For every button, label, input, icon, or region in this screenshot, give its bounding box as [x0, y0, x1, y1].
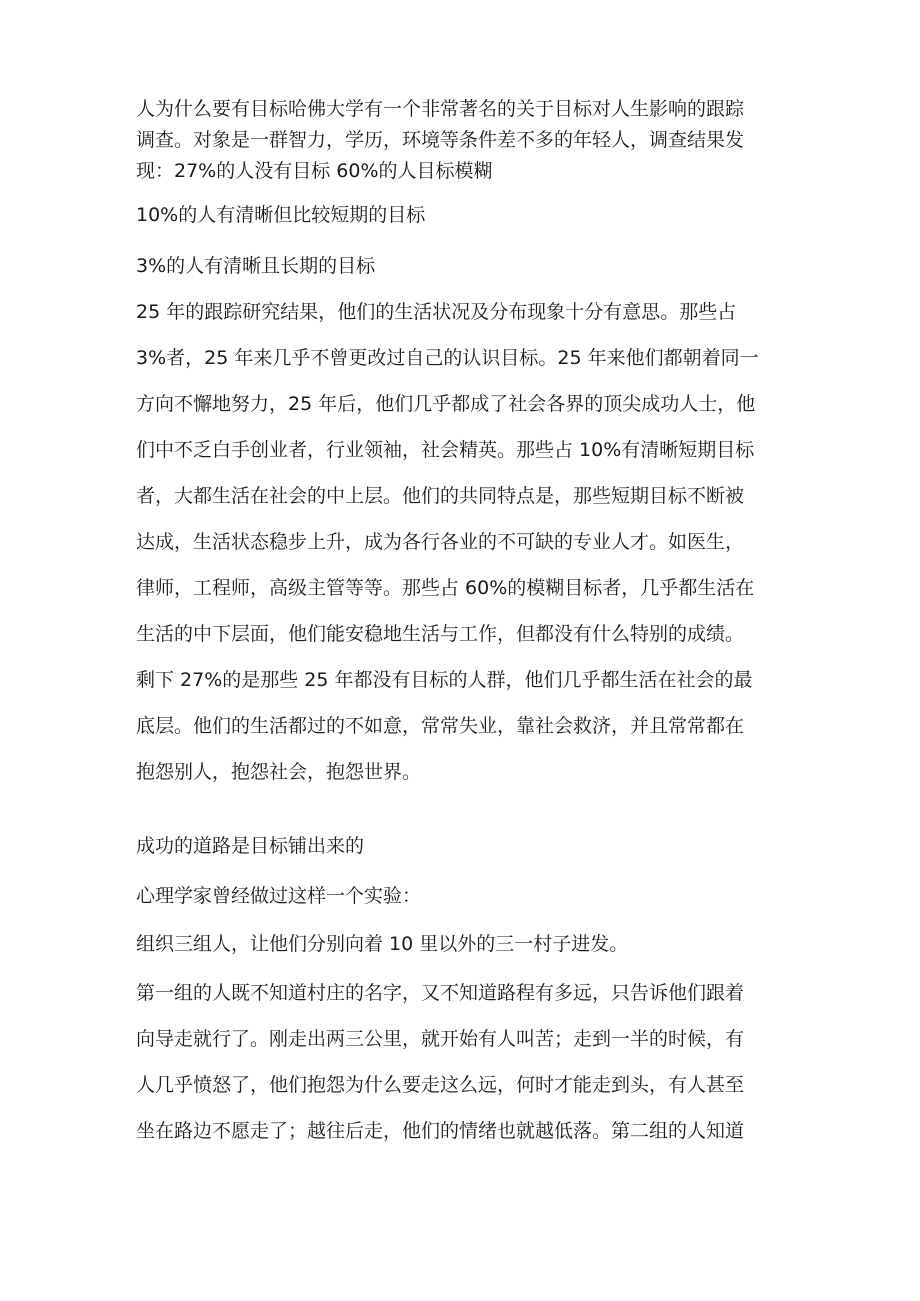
intro-paragraph — [136, 94, 796, 187]
text-line: 们中不乏白手创业者，行业领袖，社会精英。那些占 10%有清晰短期目标 — [136, 439, 755, 461]
text-line: 生活的中下层面，他们能安稳地生活与工作，但都没有什么特别的成绩。 — [136, 623, 745, 645]
text-line: 25 年的跟踪研究结果，他们的生活状况及分布现象十分有意思。那些占 — [136, 301, 737, 323]
text-line: 抱怨别人，抱怨社会，抱怨世界。 — [136, 761, 422, 783]
text-line: 向导走就行了。刚走出两三公里，就开始有人叫苦；走到一半的时候，有 — [136, 1028, 745, 1050]
psych-intro: 心理学家曾经做过这样一个实验： — [136, 885, 422, 907]
stat-10-percent: 10%的人有清晰但比较短期的目标 — [136, 204, 426, 226]
text-line: 第一组的人既不知道村庄的名字，又不知道路程有多远，只告诉他们跟着 — [136, 982, 745, 1004]
text-line: 律师，工程师，高级主管等等。那些占 60%的模糊目标者，几乎都生活在 — [136, 577, 755, 599]
section-heading: 成功的道路是目标铺出来的 — [136, 835, 365, 857]
findings-paragraph — [136, 289, 796, 795]
text-line: 者，大都生活在社会的中上层。他们的共同特点是，那些短期目标不断被 — [136, 485, 745, 507]
text-line: 调查。对象是一群智力，学历，环境等条件差不多的年轻人，调查结果发 — [136, 129, 745, 151]
text-line: 达成，生活状态稳步上升，成为各行各业的不可缺的专业人才。如医生， — [136, 531, 745, 553]
text-line: 现：27%的人没有目标 60%的人目标模糊 — [136, 160, 493, 182]
text-line: 剩下 27%的是那些 25 年都没有目标的人群，他们几乎都生活在社会的最 — [136, 669, 753, 691]
text-line: 3%者，25 年来几乎不曾更改过自己的认识目标。25 年来他们都朝着同一 — [136, 347, 759, 369]
text-line: 人几乎愤怒了，他们抱怨为什么要走这么远，何时才能走到头，有人甚至 — [136, 1074, 745, 1096]
group1-paragraph — [136, 970, 796, 1154]
experiment-setup: 组织三组人，让他们分别向着 10 里以外的三一村子进发。 — [136, 933, 629, 955]
text-line: 方向不懈地努力，25 年后，他们几乎都成了社会各界的顶尖成功人士，他 — [136, 393, 756, 415]
text-line: 人为什么要有目标哈佛大学有一个非常著名的关于目标对人生影响的跟踪 — [136, 98, 745, 120]
stat-3-percent: 3%的人有清晰且长期的目标 — [136, 255, 376, 277]
text-line: 底层。他们的生活都过的不如意，常常失业，靠社会救济，并且常常都在 — [136, 715, 745, 737]
text-line: 坐在路边不愿走了；越往后走，他们的情绪也就越低落。第二组的人知道 — [136, 1120, 745, 1142]
